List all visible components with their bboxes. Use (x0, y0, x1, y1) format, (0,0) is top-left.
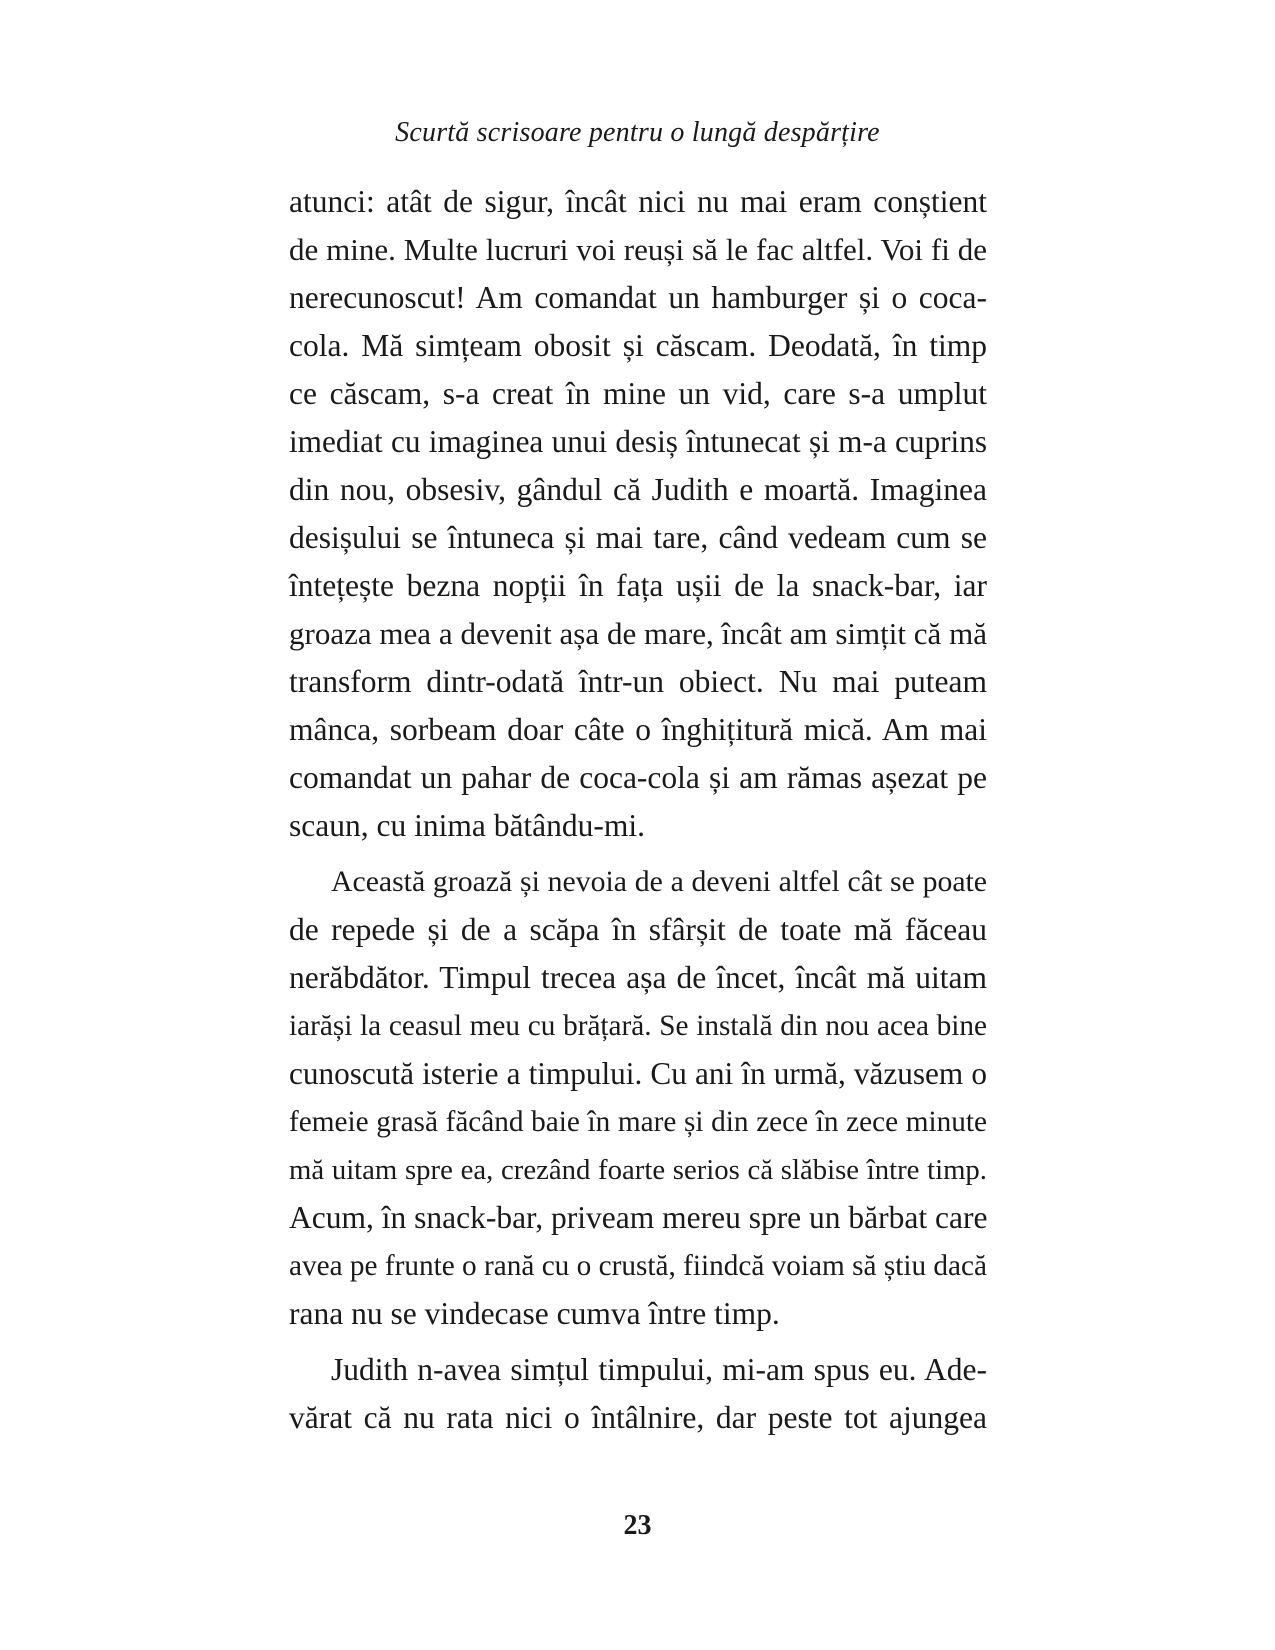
text-line: atunci: atât de sigur, încât nici nu mai eram conștient (289, 184, 987, 219)
text-line: iarăși la ceasul meu cu brățară. Se instală din nou acea bine (289, 1010, 987, 1042)
paragraph-2 (289, 858, 987, 1338)
page-number: 23 (623, 1510, 652, 1541)
text-line: întețește bezna nopții în fața ușii de la snack-bar, iar (289, 568, 987, 603)
text-line: scaun, cu inima bătându-mi. (289, 808, 646, 843)
text-line: rana nu se vindecase cumva între timp. (289, 1296, 780, 1331)
text-line: Judith n-avea simțul timpului, mi-am spus eu. Ade- (331, 1352, 987, 1387)
text-line: cunoscută isterie a timpului. Cu ani în urmă, văzusem o (289, 1056, 987, 1091)
text-line: ce căscam, s-a creat în mine un vid, care s-a umplut (289, 376, 987, 411)
paragraph-spacer (289, 850, 987, 858)
text-line: din nou, obsesiv, gândul că Judith e moartă. Imaginea (289, 472, 987, 507)
text-line: groaza mea a devenit așa de mare, încât am simțit că mă (289, 616, 987, 651)
text-line: cola. Mă simțeam obosit și căscam. Deodată, în timp (289, 328, 987, 363)
text-line: imediat cu imaginea unui desiș întunecat și m-a cuprins (289, 424, 987, 459)
text-line: Acum, în snack-bar, priveam mereu spre un bărbat care (289, 1200, 988, 1235)
paragraph-1 (289, 178, 987, 850)
text-line: nerecunoscut! Am comandat un hamburger și o coca- (289, 280, 987, 315)
text-line: nerăbdător. Timpul trecea așa de încet, încât mă uitam (289, 960, 987, 995)
paragraph-3 (289, 1346, 987, 1442)
text-line: mânca, sorbeam doar câte o înghițitură mică. Am mai (289, 712, 987, 747)
paragraph-spacer (289, 1338, 987, 1346)
text-line: de repede și de a scăpa în sfârșit de toate mă făceau (289, 912, 987, 947)
text-line: de mine. Multe lucruri voi reuși să le fac altfel. Voi fi de (289, 232, 987, 267)
text-line: Această groază și nevoia de a deveni altfel cât se poate (331, 865, 987, 898)
body-text (289, 178, 987, 1442)
running-header: Scurtă scrisoare pentru o lungă despărțire (395, 117, 880, 148)
text-line: comandat un pahar de coca-cola și am rămas așezat pe (289, 760, 987, 795)
text-line: transform dintr-odată într-un obiect. Nu mai puteam (289, 664, 987, 699)
text-line: avea pe frunte o rană cu o crustă, fiindcă voiam să știu dacă (289, 1250, 987, 1282)
text-line: femeie grasă făcând baie în mare și din zece în zece minute (289, 1106, 987, 1138)
text-line: mă uitam spre ea, crezând foarte serios că slăbise între timp. (289, 1154, 987, 1186)
text-line: desișului se întuneca și mai tare, când vedeam cum se (289, 520, 987, 555)
text-line: vărat că nu rata nici o întâlnire, dar peste tot ajungea (289, 1400, 987, 1435)
